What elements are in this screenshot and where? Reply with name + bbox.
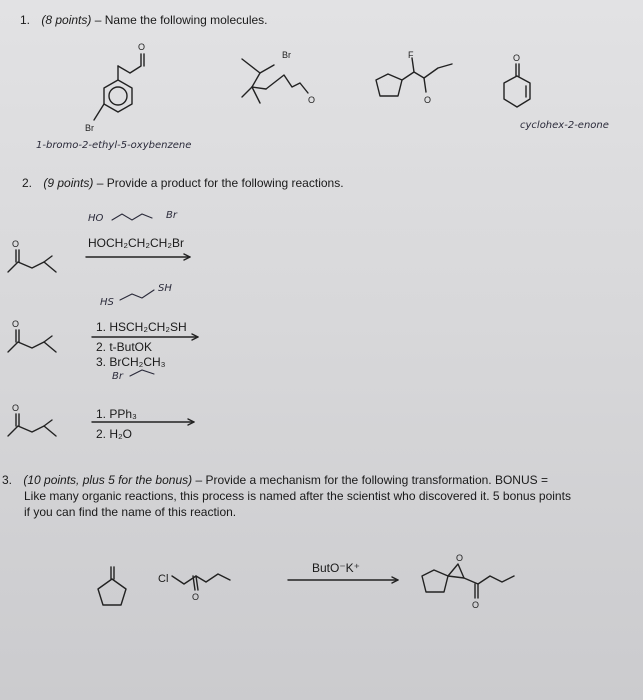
q3-points: (10 points, plus 5 for the bonus) bbox=[23, 473, 193, 487]
q1-m2-oxygen: O bbox=[308, 95, 316, 105]
q1-text: – Name the following molecules. bbox=[94, 13, 268, 27]
q2-r2-step-1: 1. HSCH₂CH₂SH bbox=[96, 320, 187, 334]
q2-r1-arrow bbox=[86, 253, 196, 261]
q2-r3-substrate bbox=[8, 402, 78, 442]
q1-handwritten-answer-4: cyclohex-2-enone bbox=[520, 120, 609, 131]
q2-r3-step-1: 1. PPh₃ bbox=[96, 407, 137, 421]
q3-chlorine: Cl bbox=[158, 573, 169, 585]
q1-m1-oxygen: O bbox=[138, 42, 146, 52]
q1-heading bbox=[20, 13, 268, 28]
q2-r2-handwritten-hs: HS bbox=[100, 297, 114, 308]
svg-text:O: O bbox=[472, 600, 480, 610]
q1-molecule-1 bbox=[80, 40, 170, 140]
q2-r1-substrate bbox=[8, 238, 78, 278]
q2-r3-step-2: 2. H₂O bbox=[96, 427, 132, 441]
q2-r2-substrate bbox=[8, 318, 78, 358]
q2-r3-arrow bbox=[92, 418, 200, 426]
svg-text:O: O bbox=[12, 403, 20, 413]
q1-m1-bromine: Br bbox=[85, 123, 94, 133]
q3-product bbox=[418, 540, 528, 612]
q1-m2-bromine: Br bbox=[282, 50, 291, 60]
q3-cyclopentanone bbox=[96, 555, 146, 615]
q2-points: (9 points) bbox=[43, 176, 94, 190]
q1-molecule-2 bbox=[230, 45, 340, 115]
q2-r1-handwritten-ho: HO bbox=[88, 213, 104, 224]
q3-text-2: Like many organic reactions, this process is named after the scientist who discovered it. 5 bonus points bbox=[24, 489, 571, 503]
svg-text:O: O bbox=[12, 319, 20, 329]
q2-r2-handwritten-ethyl bbox=[128, 366, 168, 382]
q3-text-3: if you can find the name of this reaction. bbox=[24, 505, 237, 519]
q1-m4-oxygen: O bbox=[513, 53, 521, 63]
q1-molecule-4 bbox=[500, 52, 550, 122]
q1-m3-fluorine: F bbox=[408, 50, 414, 60]
q3-arrow bbox=[288, 576, 404, 584]
q3-number: 3. bbox=[2, 473, 13, 487]
q2-r1-handwritten-chain bbox=[108, 210, 168, 226]
q3-line-1 bbox=[2, 473, 548, 488]
svg-text:O: O bbox=[12, 239, 20, 249]
q3-text-1: – Provide a mechanism for the following transformation. BONUS = bbox=[195, 473, 548, 487]
q2-r2-step-2: 2. t-ButOK bbox=[96, 340, 153, 354]
q2-r1-handwritten-br: Br bbox=[166, 210, 177, 221]
q2-r2-handwritten-sh: SH bbox=[158, 283, 172, 294]
q2-r2-step-3: 3. BrCH₂CH₃ bbox=[96, 355, 166, 369]
q3-reagent: ButO⁻K⁺ bbox=[312, 561, 361, 575]
q2-text: – Provide a product for the following reactions. bbox=[96, 176, 344, 190]
svg-text:O: O bbox=[456, 553, 464, 563]
q3-chloroester bbox=[172, 560, 252, 610]
svg-text:O: O bbox=[192, 592, 200, 602]
q2-number: 2. bbox=[22, 176, 33, 190]
q1-molecule-3 bbox=[368, 50, 468, 120]
q2-heading bbox=[22, 176, 344, 191]
q2-r2-handwritten-br: Br bbox=[112, 371, 123, 382]
q1-points: (8 points) bbox=[41, 13, 92, 27]
q1-number: 1. bbox=[20, 13, 31, 27]
q1-m3-oxygen: O bbox=[424, 95, 432, 105]
q1-handwritten-answer-1: 1-bromo-2-ethyl-5-oxybenzene bbox=[36, 140, 192, 151]
q2-r1-reagent: HOCH₂CH₂CH₂Br bbox=[88, 236, 184, 250]
